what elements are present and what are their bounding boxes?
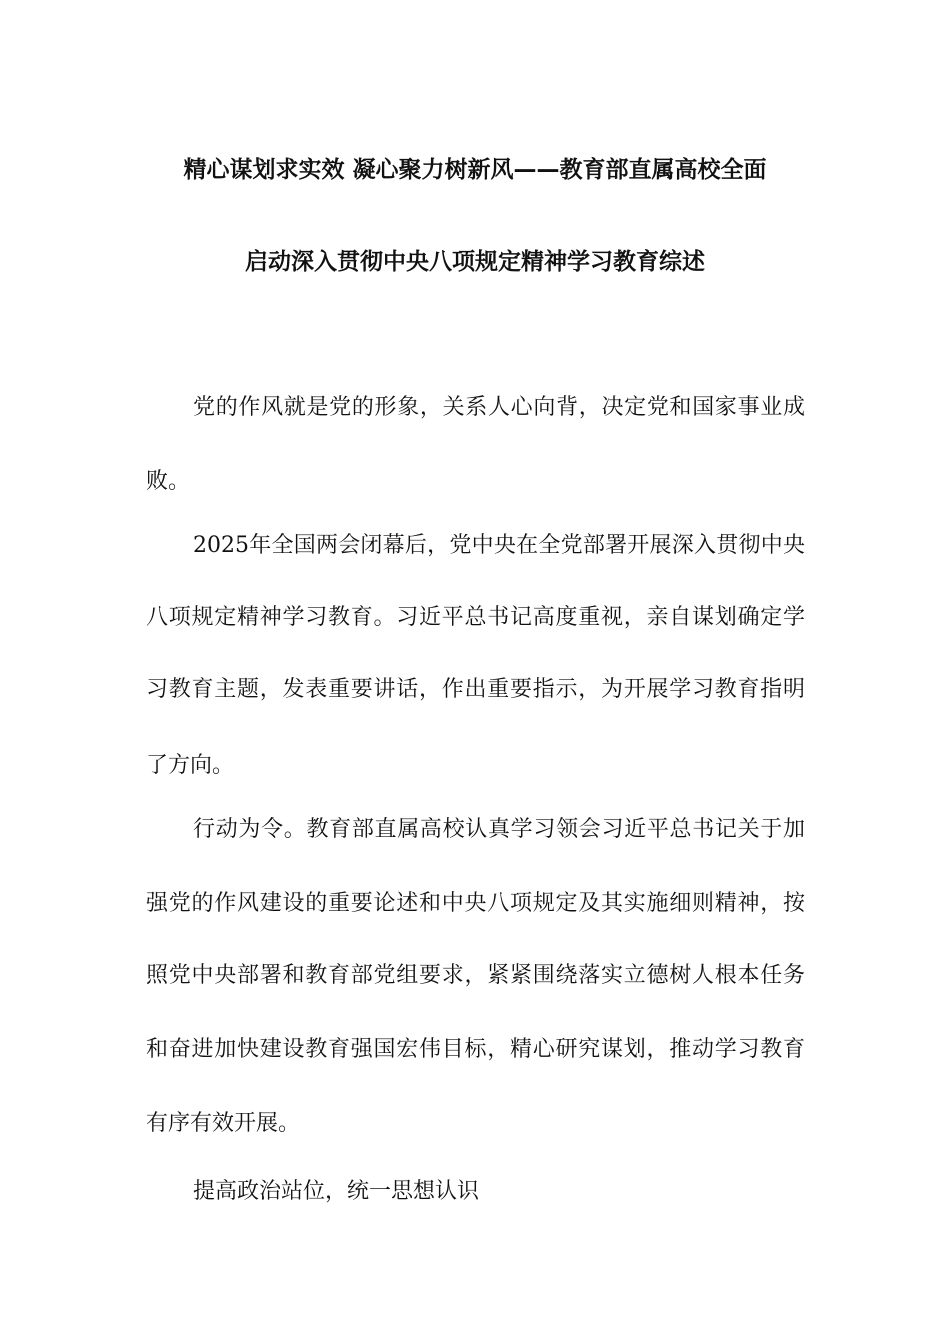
- text-line: 习教育主题，发表重要讲话，作出重要指示，为开展学习教育指明: [146, 677, 805, 702]
- text-line: 和奋进加快建设教育强国宏伟目标，精心研究谋划，推动学习教育: [146, 1037, 805, 1062]
- text-line: 照党中央部署和教育部党组要求，紧紧围绕落实立德树人根本任务: [146, 963, 805, 988]
- text-line: 强党的作风建设的重要论述和中央八项规定及其实施细则精神，按: [146, 891, 805, 916]
- text-line: 败。: [146, 469, 191, 494]
- section-heading: 提高政治站位，统一思想认识: [193, 1179, 480, 1204]
- text-line: 八项规定精神学习教育。习近平总书记高度重视，亲自谋划确定学: [146, 605, 805, 630]
- text-line: 党的作风就是党的形象，关系人心向背，决定党和国家事业成: [193, 395, 805, 420]
- text-line: 行动为令。教育部直属高校认真学习领会习近平总书记关于加: [193, 817, 805, 842]
- text-line: 有序有效开展。: [146, 1111, 301, 1136]
- text-line: 了方向。: [146, 753, 235, 778]
- title-line: 精心谋划求实效 凝心聚力树新风——教育部直属高校全面: [183, 157, 767, 183]
- text-line: 2025年全国两会闭幕后，党中央在全党部署开展深入贯彻中央: [193, 533, 805, 558]
- title-line: 启动深入贯彻中央八项规定精神学习教育综述: [245, 249, 705, 275]
